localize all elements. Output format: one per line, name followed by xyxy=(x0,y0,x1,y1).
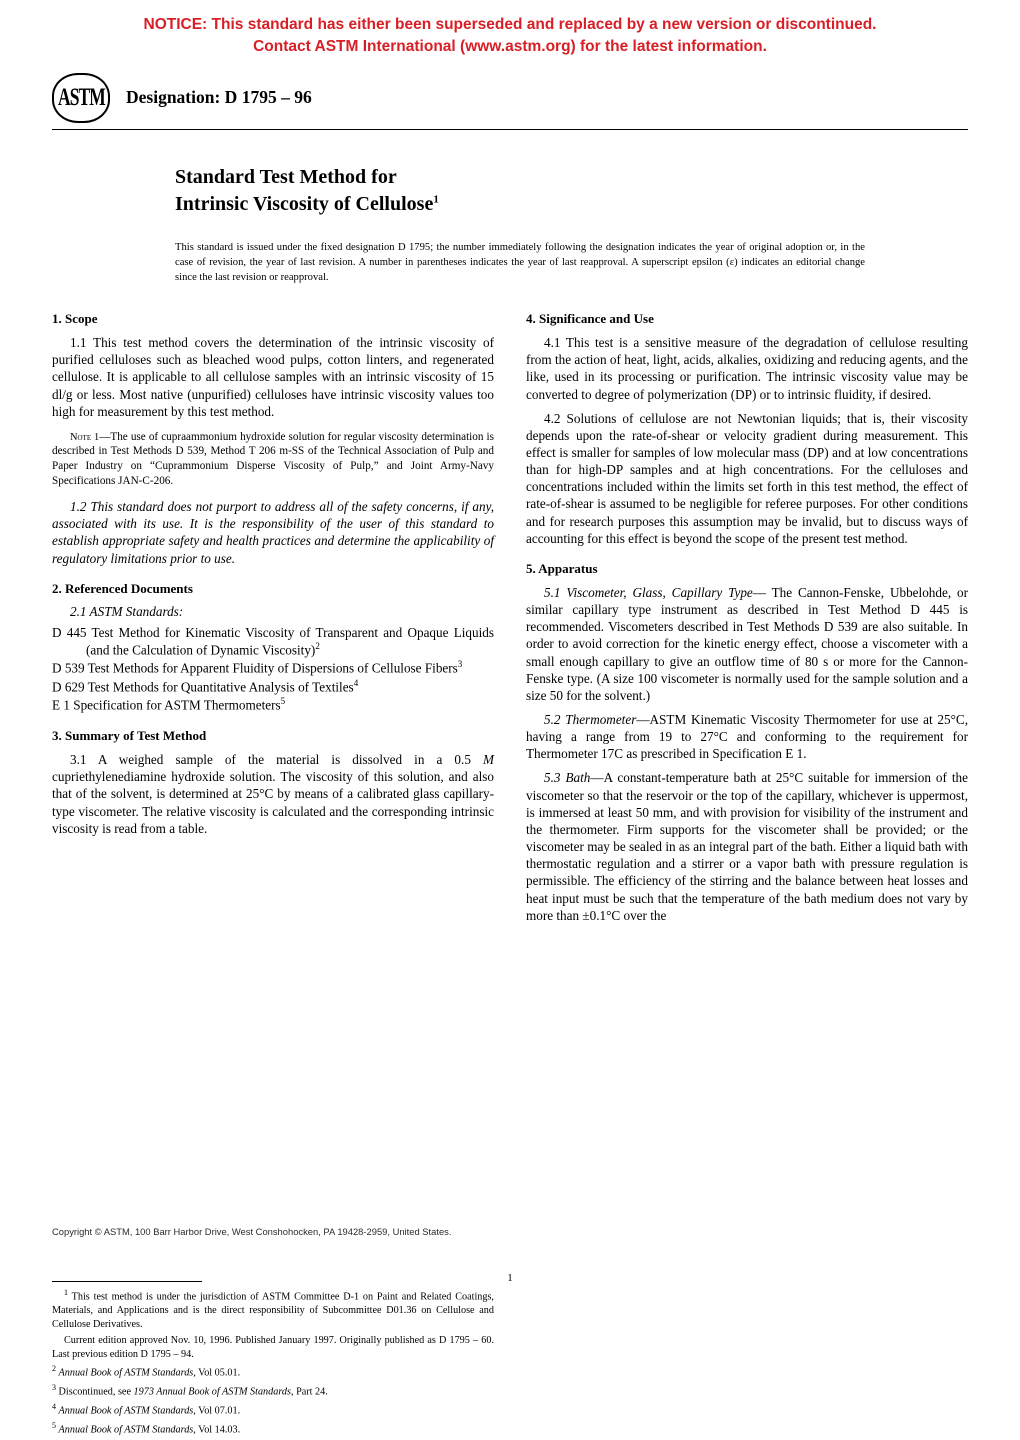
astm-logo-text: ASTM xyxy=(57,83,105,112)
ref-footnote-marker: 4 xyxy=(353,677,359,688)
footnote-edition xyxy=(52,1334,494,1361)
ref-text: Test Methods for Apparent Fluidity of Dispersions of Cellulose Fibers xyxy=(87,660,458,676)
footnote-edition-text: Current edition approved Nov. 10, 1996. Published January 1997. Originally published as D 1795 – 60. Last previous edition D 1795 – 94. xyxy=(52,1335,494,1360)
footnote-3-pre: Discontinued, see xyxy=(58,1386,134,1398)
page-title xyxy=(175,164,875,218)
footnote-4-marker: 4 xyxy=(52,1402,56,1412)
para-5-1 xyxy=(526,584,968,704)
standard-preamble: This standard is issued under the fixed designation D 1795; the number immediately following the designation indicates the year of original adoption or, in the case of revision, the year of last revision. A number in parentheses indicates the year of last reapproval. A superscript epsilon (ε) indicates an editorial change since the last revision or reapproval. xyxy=(175,241,865,283)
list-item xyxy=(52,659,494,677)
note-1-label: Note 1 xyxy=(70,431,100,443)
title-line-1: Standard Test Method for xyxy=(175,165,397,188)
para-3-1-post: cupriethylenediamine hydroxide solution. The viscosity of this solution, and also that of the solvent, is determined at 25°C by means of a calibrated glass capillary-type viscometer. The relative viscosity is calculated and the corresponding intrinsic viscosity is read from a table. xyxy=(52,769,494,836)
heading-apparatus: 5. Apparatus xyxy=(526,560,598,576)
footnote-4 xyxy=(52,1402,494,1418)
note-1-text: —The use of cupraammonium hydroxide solution for regular viscosity determination is described in Test Methods D 539, Method T 206 m-SS of the Technical Association of Pulp and Paper Industry on “Cuprammonium Disperse Viscosity of Pulp,” and Joint Army-Navy Specifications JAN-C-206. xyxy=(52,430,494,487)
list-item xyxy=(52,696,494,714)
astm-standards-label: 2.1 ASTM Standards: xyxy=(70,603,184,619)
footnote-2-post: , Vol 05.01. xyxy=(193,1367,241,1379)
copyright-line: Copyright © ASTM, 100 Barr Harbor Drive, West Conshohocken, PA 19428-2959, United States. xyxy=(52,1226,452,1237)
footnote-4-post: , Vol 07.01. xyxy=(193,1405,241,1417)
para-5-2-lead: 5.2 Thermometer xyxy=(544,712,637,727)
para-1-2: 1.2 This standard does not purport to address all of the safety concerns, if any, associated with its use. It is the responsibility of the user of this standard to establish appropriate safety and health practices and determine the applicability of regulatory limitations prior to use. xyxy=(52,499,494,566)
footnote-1-marker: 1 xyxy=(64,1288,68,1298)
ref-footnote-marker: 3 xyxy=(457,659,463,670)
para-5-1-lead: 5.1 Viscometer, Glass, Capillary Type xyxy=(544,584,753,600)
footnotes-block xyxy=(52,1281,494,1440)
para-3-1 xyxy=(52,751,494,837)
list-item xyxy=(52,624,494,659)
list-item xyxy=(52,678,494,696)
heading-referenced-documents: 2. Referenced Documents xyxy=(52,580,193,596)
title-line-2: Intrinsic Viscosity of Cellulose xyxy=(175,192,434,215)
heading-significance: 4. Significance and Use xyxy=(526,311,654,327)
ref-id: D 539 xyxy=(52,660,85,676)
para-4-1: 4.1 This test is a sensitive measure of the degradation of cellulose resulting from the action of heat, light, acids, alkalies, oxidizing and reducing agents, and the like, used in its processing or purification. The intrinsic viscosity value may be converted to degree of polymerization (DP) or to intrinsic fluidity, if desired. xyxy=(526,335,968,402)
title-footnote-marker: 1 xyxy=(433,193,439,206)
para-5-1-text: — The Cannon-Fenske, Ubbelohde, or similar capillary type instrument as described in Test Method D 445 is recommended. Viscometers described in Test Methods D 539 are also suitable. In order to avoid correction for the kinetic energy effect, choose a viscometer with a small enough capillary to give an outflow time of 80 s or more for the Cannon-Fenske type. (A size 100 viscometer is normally used for the sample solution and a size 50 for the solvent.) xyxy=(526,584,969,703)
para-3-1-molar: M xyxy=(483,752,494,768)
footnote-3-post: , Part 24. xyxy=(290,1386,328,1398)
ref-text: Test Method for Kinematic Viscosity of Transparent and Opaque Liquids (and the Calculation of Dynamic Viscosity) xyxy=(86,624,494,658)
footnote-2 xyxy=(52,1364,494,1380)
designation-row xyxy=(52,73,1020,123)
reference-list xyxy=(52,624,494,714)
title-block xyxy=(175,164,875,285)
para-4-2: 4.2 Solutions of cellulose are not Newtonian liquids; that is, their viscosity depends upon the rate-of-shear or velocity gradient during measurement. This effect is smaller for samples of low molecular mass (DP) and at low concentrations than for high-DP samples and at high concentrations. For the celluloses and concentrations included within the limits set forth in this test method, the effect of rate-of-shear is assumed to be negligible for referee purposes. For other conditions and for research purposes this assumption may be invalid, but to discuss ways of accounting for this effect is beyond the scope of the present test method. xyxy=(526,410,968,546)
ref-id: D 445 xyxy=(52,624,87,640)
heading-summary: 3. Summary of Test Method xyxy=(52,728,207,744)
footnote-2-title: Annual Book of ASTM Standards xyxy=(58,1367,194,1379)
ref-footnote-marker: 5 xyxy=(280,696,286,707)
header-divider xyxy=(52,129,968,130)
footnote-3-marker: 3 xyxy=(52,1383,56,1393)
astm-logo-icon xyxy=(52,73,110,123)
document-page xyxy=(0,14,1020,1436)
ref-footnote-marker: 2 xyxy=(315,640,320,651)
ref-id: E 1 xyxy=(52,697,70,713)
footnote-1 xyxy=(52,1288,494,1331)
footnote-5-post: , Vol 14.03. xyxy=(193,1424,241,1436)
footnote-5 xyxy=(52,1421,494,1437)
para-1-1: 1.1 This test method covers the determination of the intrinsic viscosity of purified celluloses such as bleached wood pulps, cotton linters, and regenerated cellulose. It is applicable to all cellulose samples with an intrinsic viscosity of 15 dl/g or less. Most native (unpurified) celluloses have intrinsic viscosity values too high for measurement by this test method. xyxy=(52,335,494,419)
footnote-2-marker: 2 xyxy=(52,1364,56,1374)
para-3-1-pre: 3.1 A weighed sample of the material is dissolved in a 0.5 xyxy=(70,752,483,768)
footnote-1-text: This test method is under the jurisdiction of ASTM Committee D-1 on Paint and Related Coatings, Materials, and Applications and is the direct responsibility of Subcommittee D01.36 on Cellulose and Cellulose Derivatives. xyxy=(52,1291,494,1330)
ref-text: Specification for ASTM Thermometers xyxy=(73,697,281,713)
note-1 xyxy=(52,430,494,488)
footnote-3-title: 1973 Annual Book of ASTM Standards xyxy=(133,1386,291,1398)
footnote-5-marker: 5 xyxy=(52,1421,56,1431)
para-5-3-lead: 5.3 Bath xyxy=(544,770,591,786)
para-5-3-text: —A constant-temperature bath at 25°C suitable for immersion of the viscometer so that the reservoir or the top of the capillary, whichever is uppermost, is immersed at least 50 mm, and with provision for visibility of the instrument and the thermometer. Firm supports for the viscometer shall be provided; or the viscometer may be sealed in as an integral part of the bath. Either a liquid bath with thermostatic regulation and a stirrer or a vapor bath with pressure regulation is permissible. The efficiency of the stirring and the balance between heat losses and heat input must be such that the temperature of the bath medium does not vary by more than ±0.1°C over the xyxy=(526,770,968,923)
para-5-2 xyxy=(526,711,968,762)
footnote-5-title: Annual Book of ASTM Standards xyxy=(58,1424,194,1436)
para-5-3 xyxy=(526,769,968,923)
footnote-4-title: Annual Book of ASTM Standards xyxy=(58,1405,194,1417)
right-column xyxy=(526,311,968,931)
designation-label: Designation: D 1795 – 96 xyxy=(126,87,312,108)
para-5-2-text: —ASTM Kinematic Viscosity Thermometer for use at 25°C, having a range from 19 to 27°C and conforming to the requirement for Thermometer 17C as prescribed in Specification E 1. xyxy=(526,712,968,762)
ref-id: D 629 xyxy=(52,679,85,695)
footnote-3 xyxy=(52,1383,494,1399)
ref-text: Test Methods for Quantitative Analysis of Textiles xyxy=(87,679,354,695)
notice-banner xyxy=(22,14,998,59)
heading-scope: 1. Scope xyxy=(52,311,98,327)
page-number: 1 xyxy=(507,1272,513,1284)
notice-line-2: Contact ASTM International (www.astm.org) for the latest information. xyxy=(253,38,767,56)
notice-line-1: NOTICE: This standard has either been superseded and replaced by a new version or discontinued. xyxy=(143,16,877,33)
